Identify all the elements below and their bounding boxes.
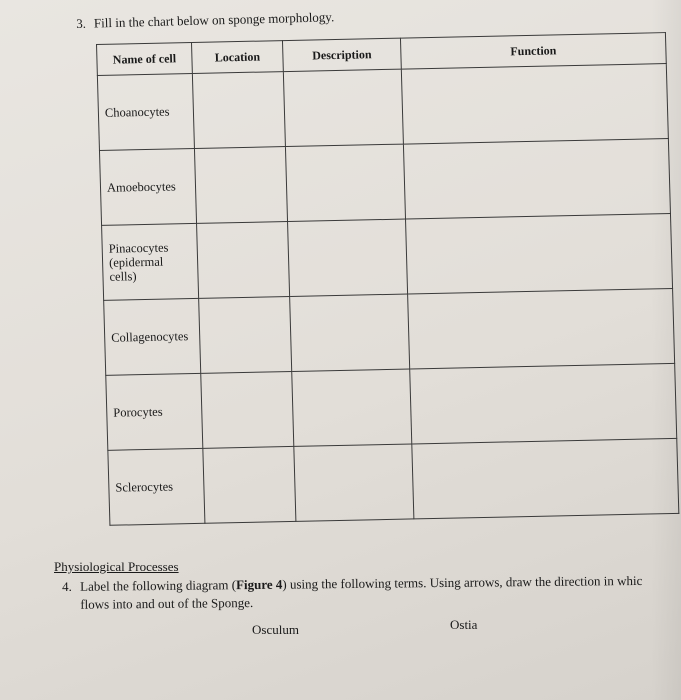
location-cell[interactable]: [201, 371, 294, 448]
term-ostia: Ostia: [450, 617, 478, 632]
location-cell[interactable]: [203, 446, 296, 523]
cell-name: Sclerocytes: [108, 448, 205, 525]
page-shadow: [651, 0, 681, 700]
table-row: [99, 139, 670, 226]
morphology-table: [96, 32, 679, 526]
function-cell[interactable]: [410, 363, 677, 444]
description-cell[interactable]: [294, 444, 414, 521]
description-cell[interactable]: [292, 369, 412, 446]
term-osculum: Osculum: [252, 622, 299, 637]
location-cell[interactable]: [197, 222, 290, 299]
question-4-number: 4.: [62, 578, 72, 594]
function-cell[interactable]: [408, 288, 675, 369]
cell-name: Amoebocytes: [99, 148, 196, 225]
header-function: Function: [400, 33, 666, 70]
location-cell[interactable]: [199, 296, 292, 373]
cell-name: Pinacocytes (epidermal cells): [102, 223, 199, 300]
table-row: [97, 64, 668, 151]
question-4: [62, 571, 681, 614]
question-4-text-a: Label the following diagram (: [80, 577, 237, 594]
description-cell[interactable]: [283, 69, 403, 146]
function-cell[interactable]: [406, 214, 673, 295]
cell-name: Porocytes: [106, 373, 203, 450]
section-title: Physiological Processes: [54, 559, 179, 574]
location-cell[interactable]: [194, 147, 287, 224]
table-row: [102, 214, 673, 301]
table-row: [104, 288, 675, 375]
question-3-number: 3.: [76, 15, 87, 31]
function-cell[interactable]: [403, 139, 670, 220]
header-name-of-cell: Name of cell: [97, 42, 193, 75]
cell-name: Choanocytes: [97, 73, 194, 150]
description-cell[interactable]: [288, 219, 408, 296]
question-3-text: Fill in the chart below on sponge morphology.: [93, 9, 335, 31]
function-cell[interactable]: [412, 438, 679, 519]
table-row: [106, 363, 677, 450]
description-cell[interactable]: [285, 144, 405, 221]
question-3: [76, 9, 334, 32]
header-location: Location: [191, 41, 283, 74]
header-description: Description: [282, 38, 401, 71]
location-cell[interactable]: [192, 72, 285, 149]
question-4-text-b: ) using the following terms. Using arrows, draw the direction in whic: [282, 572, 643, 592]
table-row: [108, 438, 679, 525]
figure-reference: Figure 4: [235, 576, 283, 593]
sponge-morphology-chart: [96, 32, 679, 524]
description-cell[interactable]: [290, 294, 410, 371]
question-4-line-2: flows into and out of the Sponge.: [80, 594, 254, 612]
cell-name: Collagenocytes: [104, 298, 201, 375]
function-cell[interactable]: [401, 64, 668, 145]
